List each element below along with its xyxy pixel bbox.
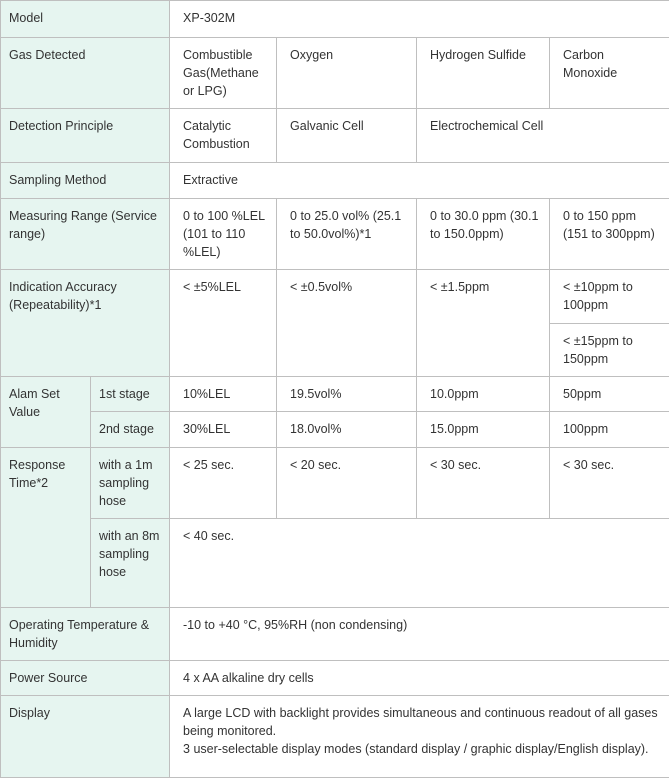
accuracy-combustible: < ±5%LEL: [170, 270, 277, 377]
row-detection-principle: [1, 109, 669, 163]
operating-temperature-value: -10 to +40 °C, 95%RH (non condensing): [170, 608, 669, 661]
gas-carbon-monoxide: Carbon Monoxide: [550, 38, 669, 109]
gas-oxygen: Oxygen: [277, 38, 417, 109]
alarm1-oxygen: 19.5vol%: [277, 377, 417, 412]
display-label: Display: [1, 696, 170, 778]
detection-principle-label: Detection Principle: [1, 109, 170, 163]
measuring-range-label: Measuring Range (Service range): [1, 199, 170, 270]
display-value: [170, 696, 669, 778]
row-sampling-method: [1, 163, 669, 199]
response-time-label: Response Time*2: [1, 448, 91, 608]
model-label: Model: [1, 1, 170, 38]
response-1m-hose-label: with a 1m sampling hose: [91, 448, 170, 519]
response-8m-hose-label: with an 8m sampling hose: [91, 519, 170, 608]
accuracy-oxygen: < ±0.5vol%: [277, 270, 417, 377]
principle-galvanic: Galvanic Cell: [277, 109, 417, 163]
row-display: [1, 696, 669, 778]
row-response-8m: [1, 519, 669, 608]
principle-electrochemical: Electrochemical Cell: [417, 109, 669, 163]
range-combustible: 0 to 100 %LEL (101 to 110 %LEL): [170, 199, 277, 270]
power-source-value: 4 x AA alkaline dry cells: [170, 661, 669, 696]
alarm2-oxygen: 18.0vol%: [277, 412, 417, 448]
gas-combustible: Combustible Gas(Methane or LPG): [170, 38, 277, 109]
alarm2-combustible: 30%LEL: [170, 412, 277, 448]
alarm2-carbon-monoxide: 100ppm: [550, 412, 669, 448]
display-line-2: 3 user-selectable display modes (standard display / graphic display/English display).: [183, 742, 649, 756]
response1-oxygen: < 20 sec.: [277, 448, 417, 519]
row-alarm-stage1: [1, 377, 669, 412]
response1-combustible: < 25 sec.: [170, 448, 277, 519]
row-alarm-stage2: [1, 412, 669, 448]
indication-accuracy-label: Indication Accuracy (Repeatability)*1: [1, 270, 170, 377]
alarm1-carbon-monoxide: 50ppm: [550, 377, 669, 412]
accuracy-carbon-monoxide-2: < ±15ppm to 150ppm: [550, 324, 669, 377]
model-value: XP-302M: [170, 1, 669, 38]
row-operating-temperature: [1, 608, 669, 661]
range-carbon-monoxide: 0 to 150 ppm (151 to 300ppm): [550, 199, 669, 270]
row-power-source: [1, 661, 669, 696]
sampling-method-label: Sampling Method: [1, 163, 170, 199]
range-oxygen: 0 to 25.0 vol% (25.1 to 50.0vol%)*1: [277, 199, 417, 270]
alarm-stage1-label: 1st stage: [91, 377, 170, 412]
row-indication-accuracy: [1, 270, 669, 324]
response1-hydrogen-sulfide: < 30 sec.: [417, 448, 550, 519]
row-gas-detected: [1, 38, 669, 109]
principle-catalytic: Catalytic Combustion: [170, 109, 277, 163]
operating-temperature-label: Operating Temperature & Humidity: [1, 608, 170, 661]
response1-carbon-monoxide: < 30 sec.: [550, 448, 669, 519]
sampling-method-value: Extractive: [170, 163, 669, 199]
display-line-1: A large LCD with backlight provides simultaneous and continuous readout of all gases being monitored.: [183, 706, 658, 738]
alarm-stage2-label: 2nd stage: [91, 412, 170, 448]
alarm1-hydrogen-sulfide: 10.0ppm: [417, 377, 550, 412]
gas-hydrogen-sulfide: Hydrogen Sulfide: [417, 38, 550, 109]
alarm1-combustible: 10%LEL: [170, 377, 277, 412]
accuracy-hydrogen-sulfide: < ±1.5ppm: [417, 270, 550, 377]
row-response-1m: [1, 448, 669, 519]
row-measuring-range: [1, 199, 669, 270]
power-source-label: Power Source: [1, 661, 170, 696]
accuracy-carbon-monoxide-1: < ±10ppm to 100ppm: [550, 270, 669, 324]
range-hydrogen-sulfide: 0 to 30.0 ppm (30.1 to 150.0ppm): [417, 199, 550, 270]
alarm-set-value-label: Alam Set Value: [1, 377, 91, 448]
gas-detected-label: Gas Detected: [1, 38, 170, 109]
row-model: [1, 1, 669, 38]
alarm2-hydrogen-sulfide: 15.0ppm: [417, 412, 550, 448]
response8-value: < 40 sec.: [170, 519, 669, 608]
